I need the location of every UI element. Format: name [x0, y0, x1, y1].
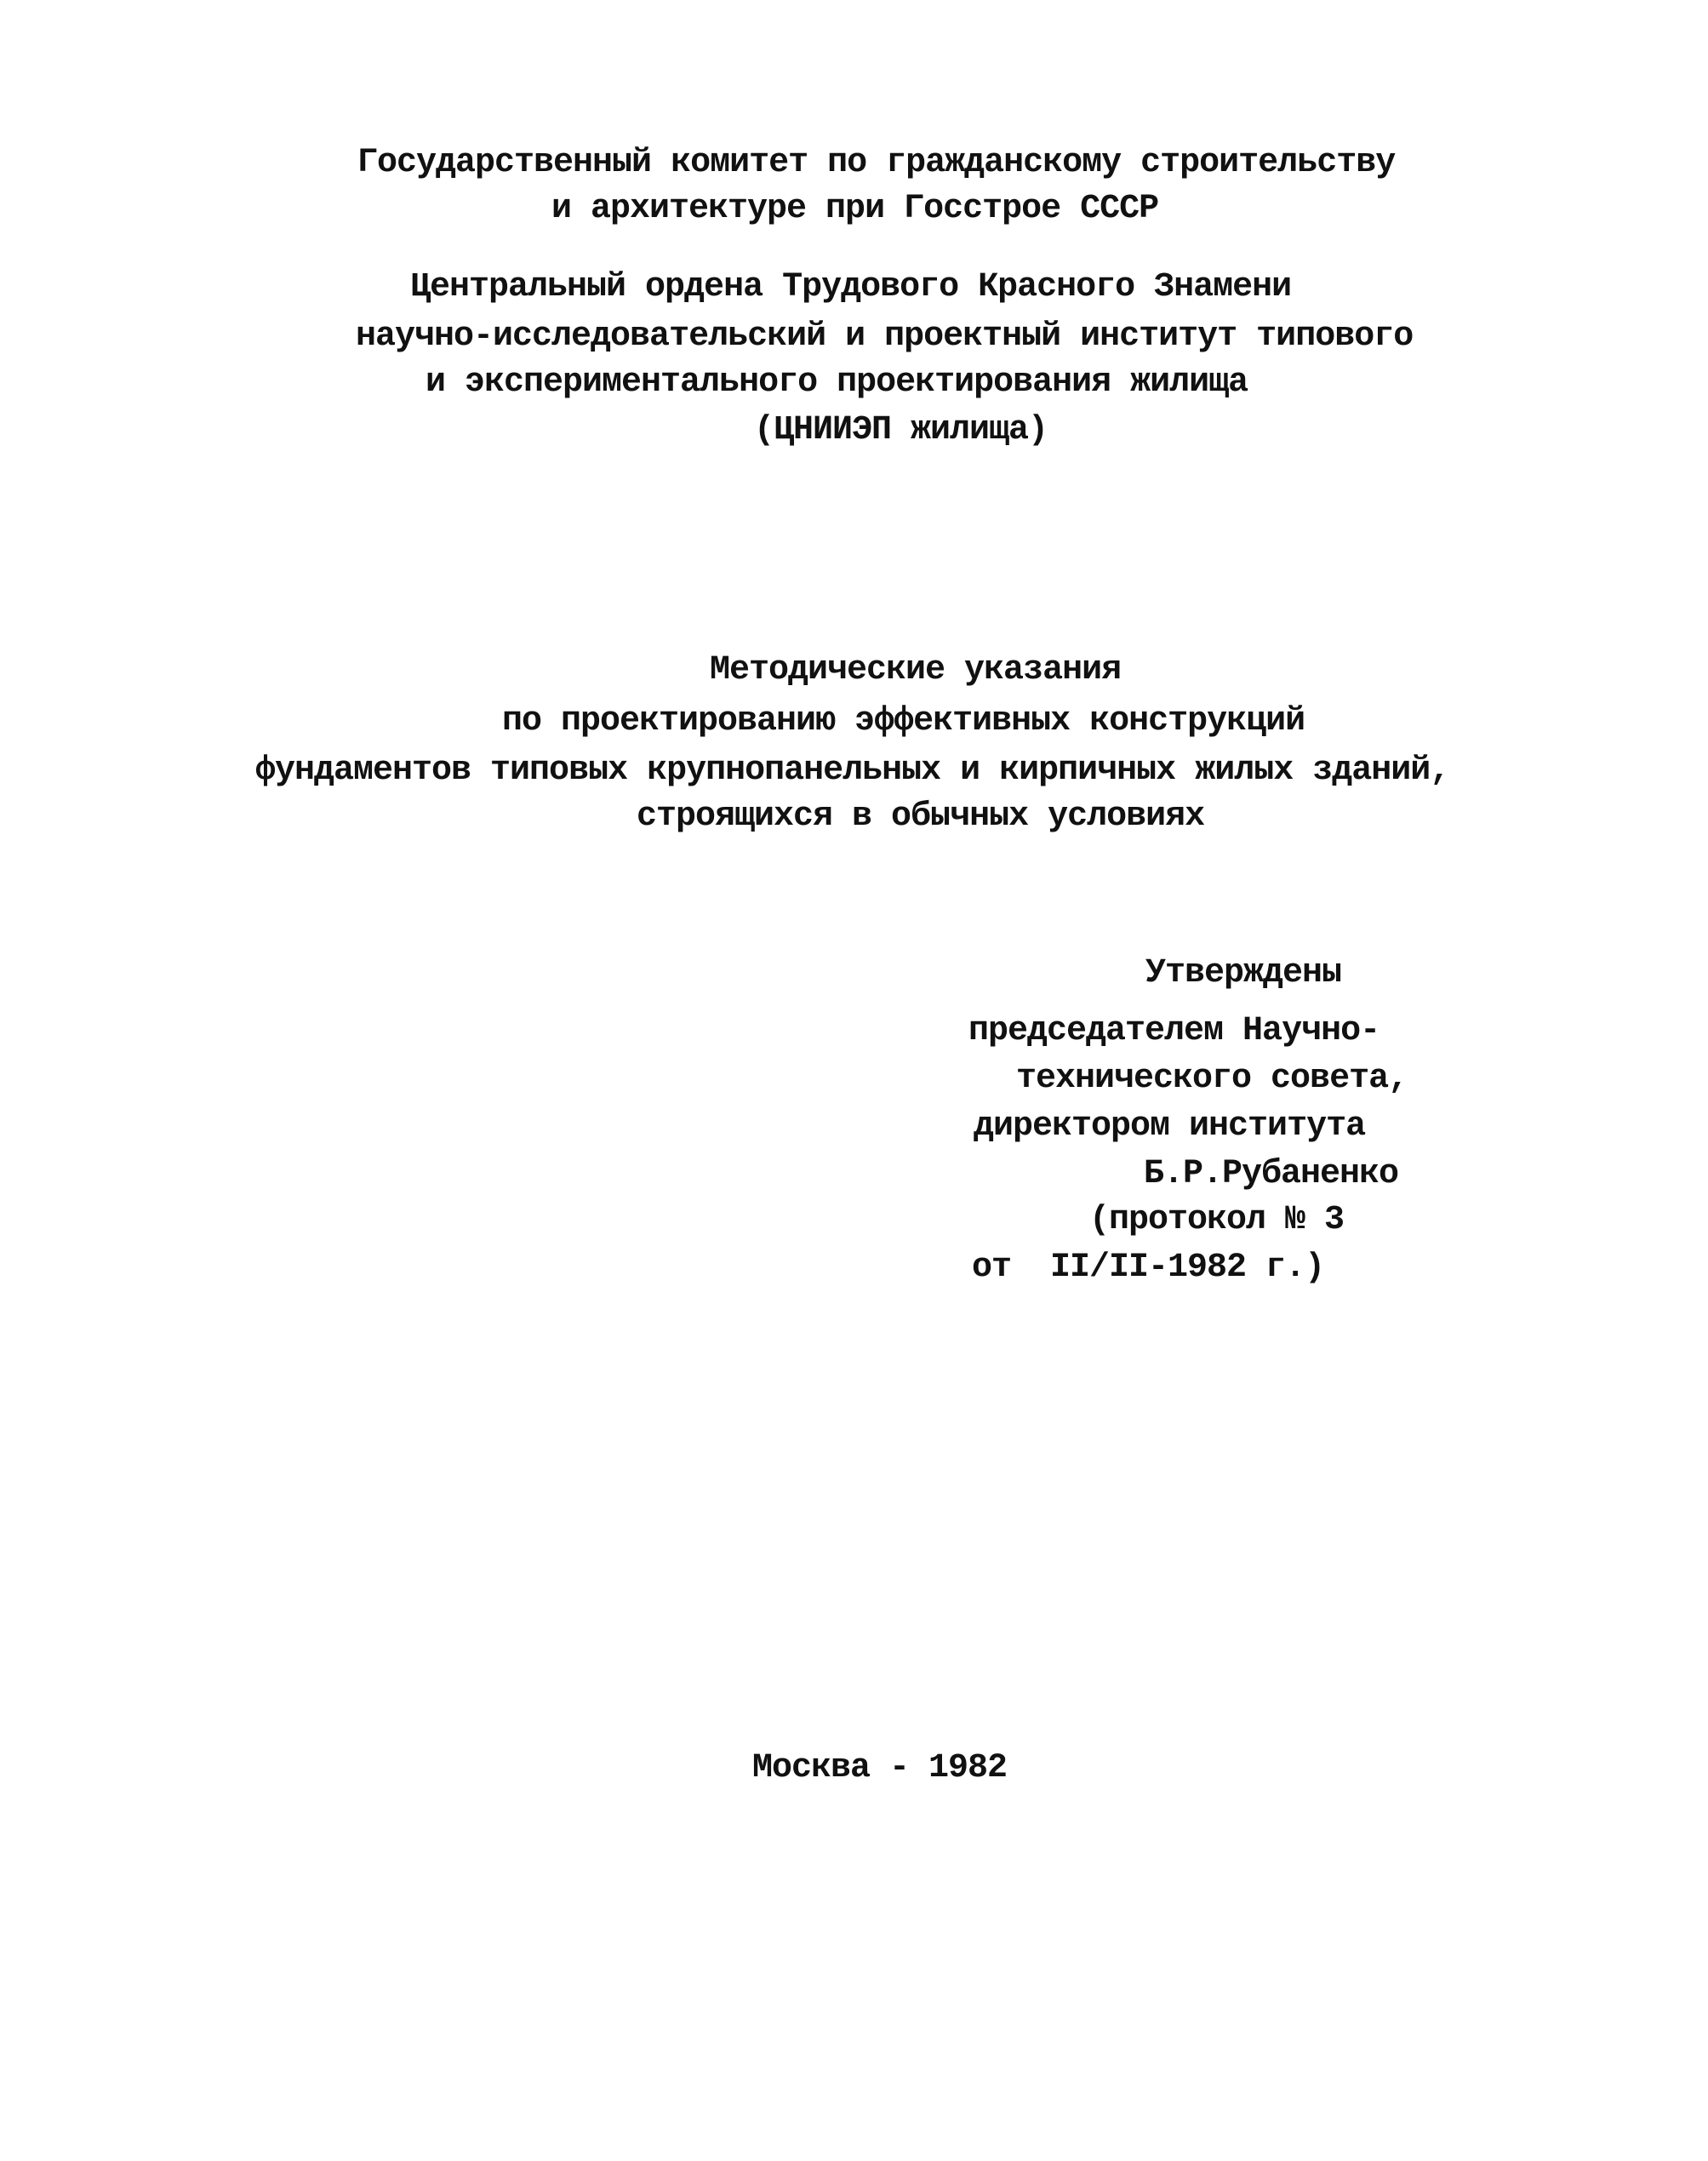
- protocol-number: (протокол № 3: [1089, 1201, 1345, 1239]
- institute-name-line-1: Центральный ордена Трудового Красного Знамени: [410, 268, 1292, 306]
- committee-name-line-2: и архитектуре при Госстрое СССР: [551, 190, 1159, 228]
- approval-line-2: председателем Научно-: [968, 1012, 1380, 1050]
- institute-name-line-2: научно-исследовательский и проектный институт типового: [356, 317, 1414, 356]
- committee-name-line-1: Государственный комитет по гражданскому строительству: [357, 144, 1396, 182]
- document-title-line-2: по проектированию эффективных конструкций: [502, 702, 1305, 740]
- protocol-date: от II/II-1982 г.): [972, 1249, 1325, 1287]
- approval-line-4: директором института: [974, 1107, 1366, 1146]
- approval-line-3: технического совета,: [1016, 1060, 1408, 1098]
- institute-name-line-3: и экспериментального проектирования жилища: [426, 363, 1248, 402]
- document-title-line-1: Методические указания: [710, 651, 1122, 689]
- place-and-year: Москва - 1982: [752, 1749, 1008, 1787]
- document-title-line-3: фундаментов типовых крупнопанельных и кирпичных жилых зданий,: [255, 752, 1450, 790]
- approver-name: Б.Р.Рубаненко: [1144, 1155, 1399, 1193]
- approval-heading: Утверждены: [1145, 954, 1342, 992]
- document-title-line-4: строящихся в обычных условиях: [637, 798, 1205, 836]
- institute-abbreviation: (ЦНИИЭП жилища): [754, 411, 1048, 449]
